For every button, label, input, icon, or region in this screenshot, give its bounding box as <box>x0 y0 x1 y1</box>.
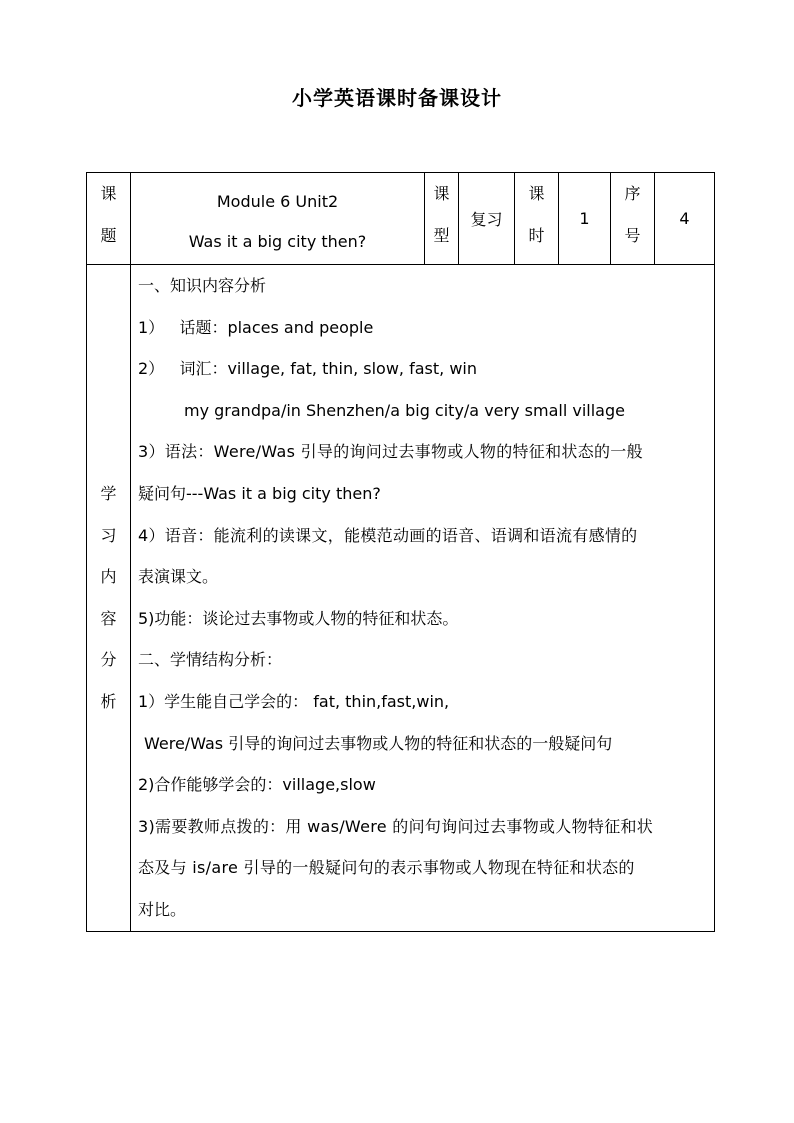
section-label-char: 容 <box>100 608 117 628</box>
content-line: 2)合作能够学会的：village,slow <box>138 775 376 795</box>
content-line: 态及与 is/are 引导的一般疑问句的表示事物或人物现在特征和状态的 <box>138 858 635 878</box>
seq-value: 4 <box>679 209 690 228</box>
seq-label-char: 号 <box>624 226 641 245</box>
topic-label-cell <box>87 173 131 265</box>
content-line: 二、学情结构分析： <box>138 650 283 670</box>
header-row <box>87 173 715 265</box>
type-value: 复习 <box>470 210 503 229</box>
type-value-cell <box>459 173 515 265</box>
content-line: 1） 话题：places and people <box>138 317 374 337</box>
content-line: 疑问句---Was it a big city then? <box>138 483 381 503</box>
content-line: 3）语法：Were/Was 引导的询问过去事物或人物的特征和状态的一般 <box>138 442 643 462</box>
period-value-cell <box>559 173 611 265</box>
lesson-plan-table <box>86 172 715 932</box>
seq-label-char: 序 <box>624 184 641 203</box>
content-line: Were/Was 引导的询问过去事物或人物的特征和状态的一般疑问句 <box>144 733 613 753</box>
content-line: 1）学生能自己学会的： fat, thin,fast,win, <box>138 691 450 711</box>
section-label-char: 学 <box>100 484 117 504</box>
seq-value-cell <box>655 173 715 265</box>
type-label-char: 课 <box>433 184 450 203</box>
topic-label-char: 课 <box>100 184 117 203</box>
period-label-char: 课 <box>528 184 545 203</box>
section-label-cell <box>87 265 131 932</box>
section-label-char: 析 <box>100 691 117 711</box>
seq-label-cell <box>611 173 655 265</box>
content-line: my grandpa/in Shenzhen/a big city/a very small village <box>184 400 625 420</box>
topic-lesson-title: Was it a big city then? <box>188 232 367 251</box>
topic-label-char: 题 <box>100 226 117 245</box>
content-line: 4）语音：能流利的读课文，能模范动画的语音、语调和语流有感情的 <box>138 525 638 545</box>
content-line: 2） 词汇：village, fat, thin, slow, fast, win <box>138 359 477 379</box>
content-line: 3)需要教师点拨的：用 was/Were 的问句询问过去事物或人物特征和状 <box>138 816 654 836</box>
period-label-cell <box>515 173 559 265</box>
content-row <box>87 265 715 932</box>
analysis-content-cell <box>131 265 715 932</box>
section-label-char: 内 <box>100 567 117 587</box>
content-line: 一、知识内容分析 <box>138 276 267 295</box>
page-title: 小学英语课时备课设计 <box>292 86 502 110</box>
section-label-char: 分 <box>100 650 117 670</box>
content-line: 5)功能：谈论过去事物或人物的特征和状态。 <box>138 608 459 628</box>
period-label-char: 时 <box>528 226 545 245</box>
period-value: 1 <box>579 209 590 228</box>
content-line: 表演课文。 <box>138 567 219 587</box>
topic-module: Module 6 Unit2 <box>216 192 339 211</box>
type-label-char: 型 <box>433 226 450 245</box>
topic-value-cell <box>131 173 425 265</box>
content-line: 对比。 <box>138 899 187 919</box>
section-label-char: 习 <box>100 525 117 545</box>
type-label-cell <box>425 173 459 265</box>
